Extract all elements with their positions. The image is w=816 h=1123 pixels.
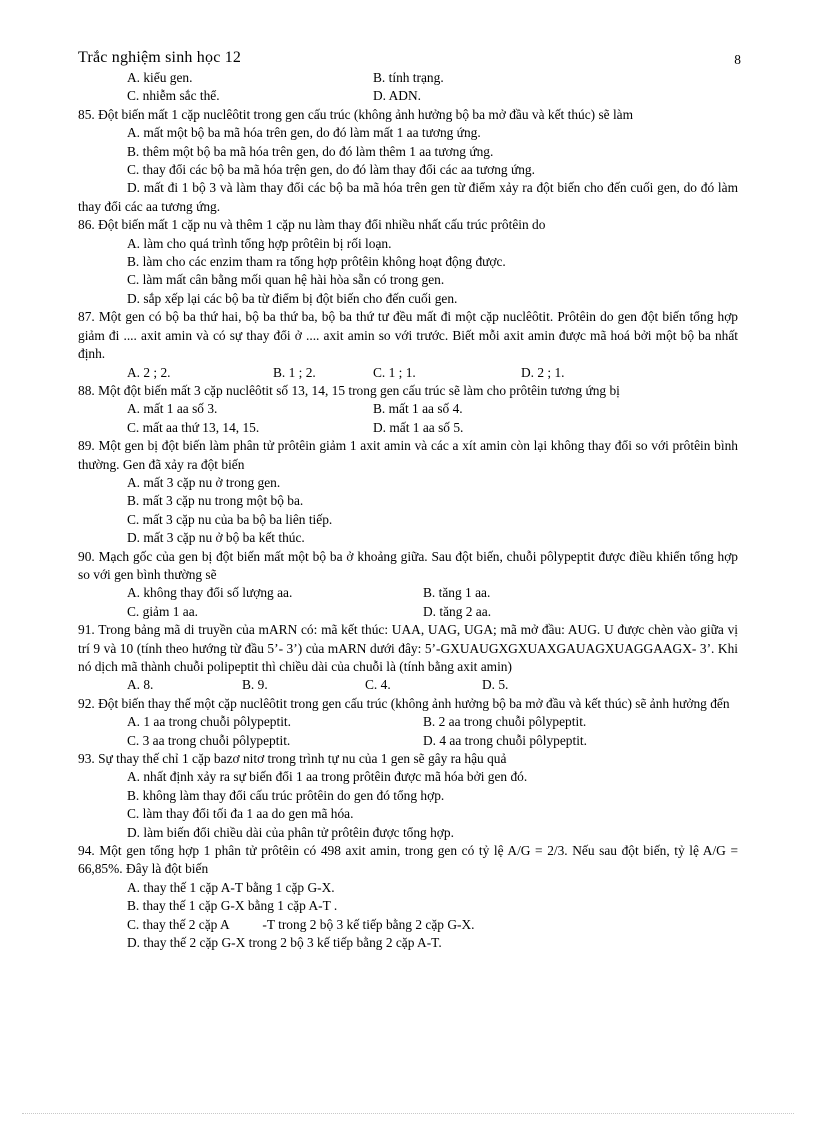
option-d: D. 4 aa trong chuỗi pôlypeptit. — [423, 732, 588, 748]
option-d: D. mất đi 1 bộ 3 và làm thay đổi các bộ ba mã hóa trên gen từ điểm xảy ra đột biến cho đến cuối gen, do đó làm thay đổi các aa tương ứng. — [78, 180, 738, 214]
option-d: D. làm biến đổi chiều dài của phân tử prôtêin được tổng hợp. — [127, 824, 454, 840]
question-94: 94. Một gen tổng hợp 1 phân tử prôtêin có 498 axit amin, trong gen có tỷ lệ A/G = 2/3. Nếu sau đột biến, tỷ lệ A/G = 66,85%. Đây là đột biến — [78, 843, 738, 877]
option-a: A. mất một bộ ba mã hóa trên gen, do đó làm mất 1 aa tương ứng. — [127, 125, 481, 141]
option-a: A. 2 ; 2. — [127, 364, 171, 380]
option-b: B. 1 ; 2. — [273, 364, 316, 380]
option-d: D. mất 1 aa số 5. — [373, 419, 464, 435]
option-a: A. kiểu gen. — [127, 70, 193, 85]
option-row — [78, 676, 738, 694]
document-page — [78, 49, 741, 953]
option-row — [78, 400, 738, 418]
question-88: 88. Một đột biến mất 3 cặp nuclêôtit số 13, 14, 15 trong gen cấu trúc sẽ làm cho prôtêin tương ứng bị — [78, 382, 620, 398]
option-b: B. thêm một bộ ba mã hóa trên gen, do đó làm thêm 1 aa tương ứng. — [127, 143, 494, 159]
page-bottom-rule — [22, 1113, 794, 1114]
option-d: D. 2 ; 1. — [521, 364, 565, 380]
option-row — [78, 584, 738, 602]
option-d: D. thay thế 2 cặp G-X trong 2 bộ 3 kế tiếp bằng 2 cặp A-T. — [127, 935, 442, 951]
question-90: 90. Mạch gốc của gen bị đột biến mất một bộ ba ở khoảng giữa. Sau đột biến, chuỗi pôlypeptit được điều khiển tổng hợp so với gen bình thường sẽ — [78, 548, 738, 582]
option-c: C. thay đổi các bộ ba mã hóa trện gen, do đó làm thay đổi các aa tương ứng. — [127, 162, 535, 178]
option-c: C. mất 3 cặp nu của ba bộ ba liên tiếp. — [127, 511, 333, 527]
option-a: A. nhất định xảy ra sự biến đổi 1 aa trong prôtêin được mã hóa bởi gen đó. — [127, 769, 528, 785]
option-d: D. mất 3 cặp nu ở bộ ba kết thúc. — [127, 530, 305, 546]
option-c: C. 1 ; 1. — [373, 364, 416, 380]
option-row — [78, 364, 738, 382]
option-b: B. mất 1 aa số 4. — [373, 401, 463, 417]
question-89: 89. Một gen bị đột biến làm phân tử prôtêin giảm 1 axit amin và các a xít amin còn lại không thay đổi so với prôtêin bình thường. Gen đã xảy ra đột biến — [78, 438, 738, 472]
option-c: C. 3 aa trong chuỗi pôlypeptit. — [127, 732, 291, 748]
option-d: D. 5. — [482, 677, 509, 693]
option-a: A. không thay đổi số lượng aa. — [127, 585, 293, 601]
option-row — [78, 603, 738, 621]
option-b: B. làm cho các enzim tham ra tổng hợp prôtêin không hoạt động được. — [127, 254, 506, 270]
option-b: B. 2 aa trong chuỗi pôlypeptit. — [423, 714, 587, 730]
question-86: 86. Đột biến mất 1 cặp nu và thêm 1 cặp nu làm thay đổi nhiều nhất cấu trúc prôtêin do — [78, 217, 546, 233]
option-d: D. ADN. — [373, 88, 421, 104]
document-title: Trắc nghiệm sinh học 12 — [78, 49, 242, 66]
option-b: B. mất 3 cặp nu trong một bộ ba. — [127, 493, 304, 509]
option-a: A. 1 aa trong chuỗi pôlypeptit. — [127, 714, 292, 730]
option-row — [78, 87, 738, 105]
page-header — [78, 49, 741, 69]
option-b: B. tính trạng. — [373, 70, 444, 85]
option-row — [78, 69, 738, 87]
page-number: 8 — [734, 52, 741, 67]
option-b: B. thay thế 1 cặp G-X bằng 1 cặp A-T . — [127, 898, 338, 914]
option-a: A. mất 3 cặp nu ở trong gen. — [127, 474, 281, 490]
option-row — [78, 713, 738, 731]
option-c: C. thay thế 2 cặp A -T trong 2 bộ 3 kế tiếp bằng 2 cặp G-X. — [127, 916, 475, 932]
option-c: C. 4. — [365, 677, 391, 693]
option-c: C. nhiễm sắc thể. — [127, 88, 220, 104]
question-93: 93. Sự thay thế chỉ 1 cặp bazơ nitơ trong trình tự nu của 1 gen sẽ gây ra hậu quả — [78, 751, 507, 767]
question-87: 87. Một gen có bộ ba thứ hai, bộ ba thứ ba, bộ ba thứ tư đều mất đi một cặp nuclêôtit. Prôtêin do gen đột biến tổng hợp giảm đi .... axit amin và có sự thay đổi ở .... axit amin so với trước. Biết mỗi axit amin được mã hoá bởi một bộ ba nhất định. — [78, 309, 738, 362]
option-row — [78, 732, 738, 750]
question-92: 92. Đột biến thay thế một cặp nuclêôtit trong gen cấu trúc (không ảnh hưởng bộ ba mở đầu và kết thúc) sẽ ảnh hưởng đến — [78, 695, 730, 711]
option-a: A. mất 1 aa số 3. — [127, 401, 218, 417]
option-a: A. làm cho quá trình tổng hợp prôtêin bị rối loạn. — [127, 235, 392, 251]
option-b: B. không làm thay đổi cấu trúc prôtêin do gen đó tổng hợp. — [127, 787, 445, 803]
option-a: A. thay thế 1 cặp A-T bằng 1 cặp G-X. — [127, 879, 335, 895]
option-d: D. sắp xếp lại các bộ ba từ điểm bị đột biến cho đến cuối gen. — [127, 290, 458, 306]
option-b: B. 9. — [242, 677, 268, 693]
option-row — [78, 419, 738, 437]
option-c: C. làm mất cân bằng mối quan hệ hài hòa sẵn có trong gen. — [127, 272, 445, 288]
option-c: C. làm thay đổi tối đa 1 aa do gen mã hóa. — [127, 806, 354, 822]
option-b: B. tăng 1 aa. — [423, 585, 491, 601]
option-a: A. 8. — [127, 677, 154, 693]
option-c: C. mất aa thứ 13, 14, 15. — [127, 419, 260, 435]
question-85: 85. Đột biến mất 1 cặp nuclêôtit trong gen cấu trúc (không ảnh hưởng bộ ba mở đầu và kết thúc) sẽ làm — [78, 106, 634, 122]
option-d: D. tăng 2 aa. — [423, 603, 492, 619]
question-91: 91. Trong bảng mã di truyền của mARN có: mã kết thúc: UAA, UAG, UGA; mã mở đầu: AUG. U được chèn vào giữa vị trí 9 và 10 (tính theo hướng từ đầu 5’- 3’) của mARN dưới đây: 5’-GXUAUGXGXUAXGAUAGXUAGGAAGX- 3’. Khi nó dịch mã thành chuỗi polipeptit thì chiều dài của chuỗi là (tính bằng axit amin) — [78, 622, 738, 674]
option-c: C. giảm 1 aa. — [127, 603, 199, 619]
